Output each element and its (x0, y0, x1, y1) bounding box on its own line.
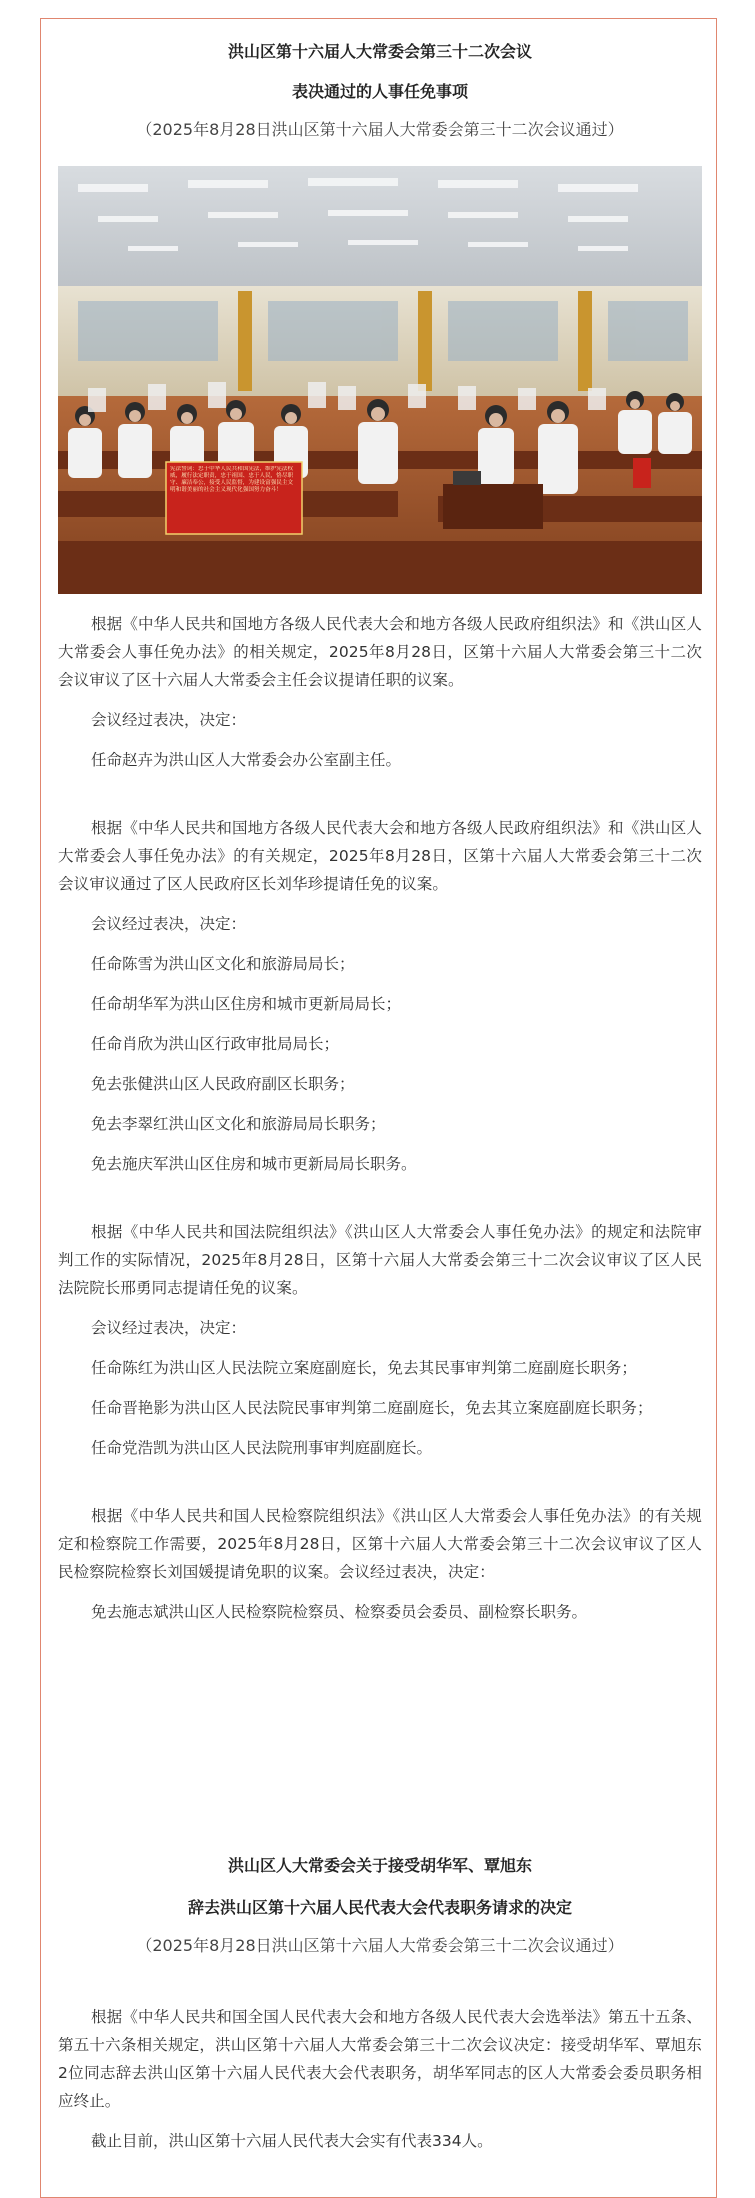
section1-body (58, 610, 702, 1626)
section2-body (58, 2003, 702, 2155)
block3-item-2: 任命晋艳影为洪山区人民法院民事审判第二庭副庭长，免去其立案庭副庭长职务； (91, 1399, 653, 1417)
section1-subtitle: （2025年8月28日洪山区第十六届人大常委会第三十二次会议通过） (136, 120, 624, 139)
block2-item-4: 免去张健洪山区人民政府副区长职务； (91, 1075, 355, 1093)
block2-paragraph: 根据《中华人民共和国地方各级人民代表大会和地方各级人民政府组织法》和《洪山区人大常委会人事任免办法》的有关规定，2025年8月28日，区第十六届人大常委会第三十二次会议审议通过了区人民政府区长刘华珍提请任免的议案。 (58, 819, 702, 893)
block3-item-3: 任命党浩凯为洪山区人民法院刑事审判庭副庭长。 (91, 1439, 433, 1457)
section2-subtitle: （2025年8月28日洪山区第十六届人大常委会第三十二次会议通过） (136, 1936, 624, 1955)
block4-item-1: 免去施志斌洪山区人民检察院检察员、检察委员会委员、副检察长职务。 (91, 1603, 588, 1621)
block2-item-2: 任命胡华军为洪山区住房和城市更新局局长； (91, 995, 402, 1013)
block3-paragraph: 根据《中华人民共和国法院组织法》《洪山区人大常委会人事任免办法》的规定和法院审判工作的实际情况，2025年8月28日，区第十六届人大常委会第三十二次会议审议了区人民法院院长邢勇同志提请任免的议案。 (58, 1223, 702, 1297)
meeting-photo (58, 166, 702, 594)
block2-item-6: 免去施庆军洪山区住房和城市更新局局长职务。 (91, 1155, 417, 1173)
section2-title-line2: 辞去洪山区第十六届人民代表大会代表职务请求的决定 (187, 1898, 572, 1917)
block2-item-3: 任命肖欣为洪山区行政审批局局长； (91, 1035, 340, 1053)
section1-title-line1: 洪山区第十六届人大常委会第三十二次会议 (227, 42, 532, 61)
block3-decided: 会议经过表决，决定： (91, 1319, 247, 1337)
block2-item-5: 免去李翠红洪山区文化和旅游局局长职务； (91, 1115, 386, 1133)
block2-item-1: 任命陈雪为洪山区文化和旅游局局长； (91, 955, 355, 973)
oath-banner-text: 宪法誓词：忠于中华人民共和国宪法，维护宪法权威，履行法定职责，忠于祖国、忠于人民，恪尽职守、廉洁奉公，接受人民监督，为建设富强民主文明和谐美丽的社会主义现代化强国努力奋斗！ (170, 466, 294, 493)
block3-item-1: 任命陈红为洪山区人民法院立案庭副庭长，免去其民事审判第二庭副庭长职务； (91, 1359, 638, 1377)
section2-closing: 截止目前，洪山区第十六届人民代表大会实有代表334人。 (91, 2132, 493, 2150)
block2-decided: 会议经过表决，决定： (91, 915, 247, 933)
block1-paragraph: 根据《中华人民共和国地方各级人民代表大会和地方各级人民政府组织法》和《洪山区人大常委会人事任免办法》的相关规定，2025年8月28日，区第十六届人大常委会第三十二次会议审议了区十六届人大常委会主任会议提请任职的议案。 (58, 615, 702, 689)
section2-paragraph: 根据《中华人民共和国全国人民代表大会和地方各级人民代表大会选举法》第五十五条、第五十六条相关规定，洪山区第十六届人大常委会第三十二次会议决定：接受胡华军、覃旭东2位同志辞去洪山区第十六届人民代表大会代表职务，胡华军同志的区人大常委会委员职务相应终止。 (58, 2008, 702, 2110)
block4-paragraph: 根据《中华人民共和国人民检察院组织法》《洪山区人大常委会人事任免办法》的有关规定和检察院工作需要，2025年8月28日，区第十六届人大常委会第三十二次会议审议了区人民检察院检察长刘国媛提请免职的议案。会议经过表决，决定： (58, 1507, 702, 1581)
section2-title-line1: 洪山区人大常委会关于接受胡华军、覃旭东 (227, 1856, 532, 1875)
block1-item-1: 任命赵卉为洪山区人大常委会办公室副主任。 (91, 751, 402, 769)
block1-decided: 会议经过表决，决定： (91, 711, 247, 729)
section1-title-line2: 表决通过的人事任免事项 (291, 82, 468, 101)
